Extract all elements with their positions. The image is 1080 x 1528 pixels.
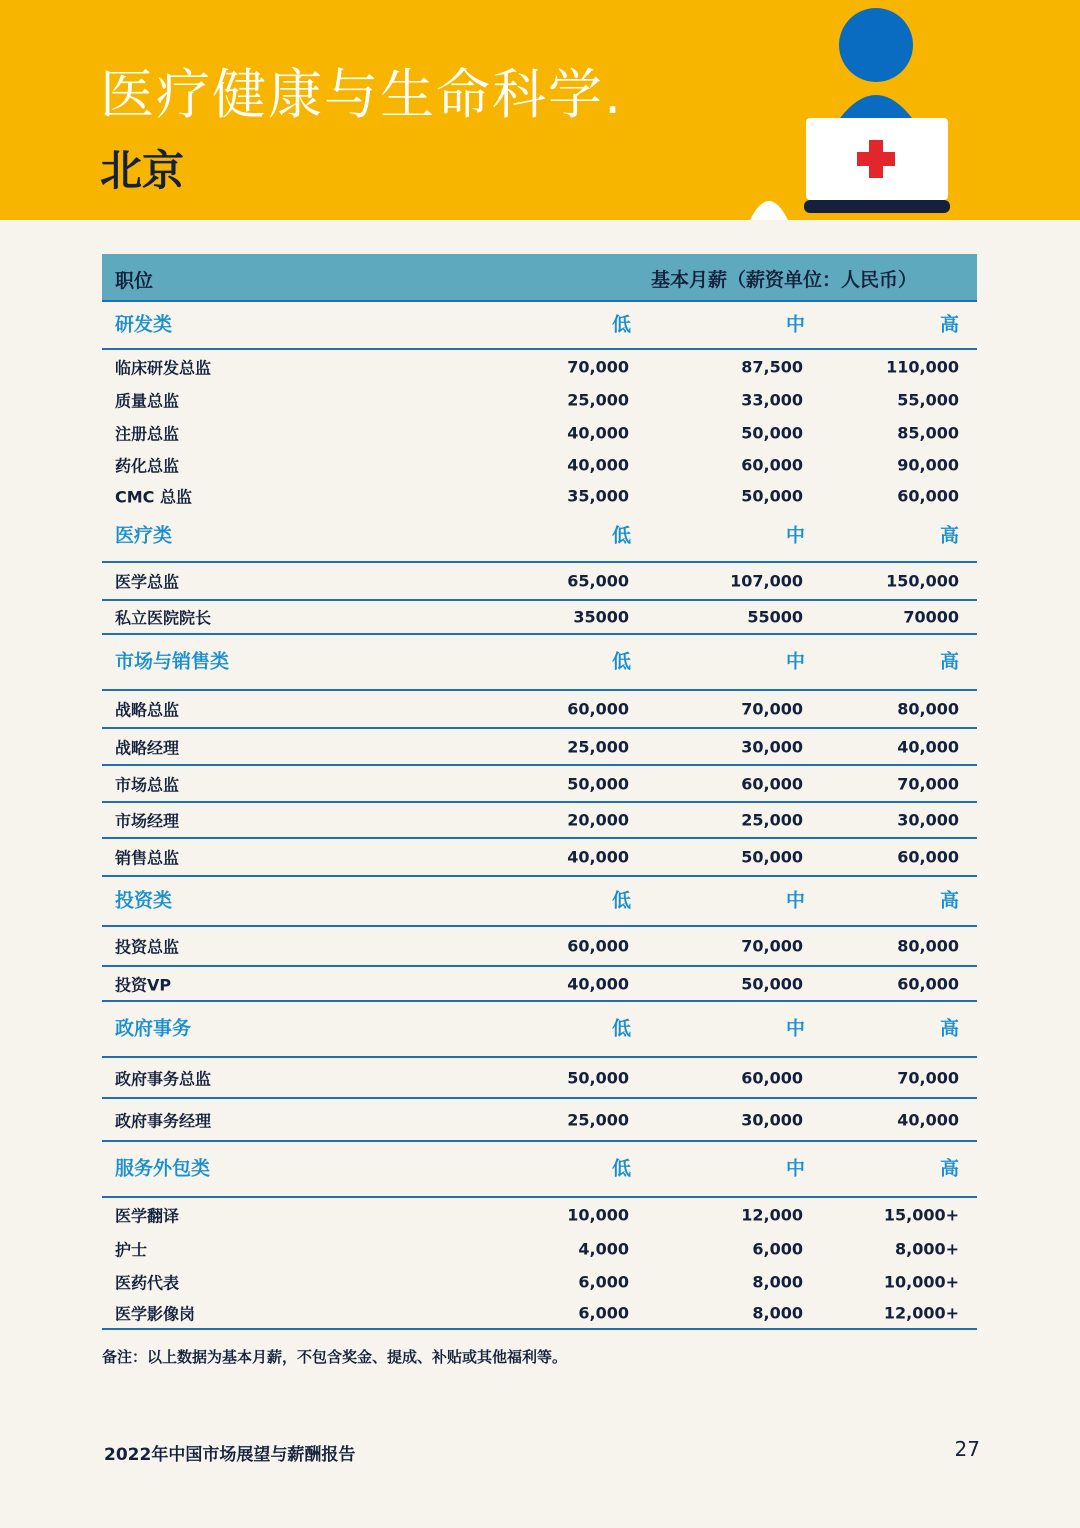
column-low-label: 低 bbox=[611, 650, 631, 673]
column-mid-label: 中 bbox=[785, 650, 805, 673]
salary-high: 10,000+ bbox=[883, 1272, 959, 1291]
table-row bbox=[102, 1058, 977, 1099]
job-title: CMC 总监 bbox=[115, 487, 192, 507]
section-title: 政府事务 bbox=[115, 1017, 192, 1040]
section-title: 研发类 bbox=[115, 313, 173, 336]
column-mid-label: 中 bbox=[785, 313, 805, 336]
section bbox=[102, 635, 977, 877]
salary-mid: 30,000 bbox=[741, 737, 803, 756]
salary-mid: 8,000 bbox=[752, 1272, 803, 1291]
salary-low: 40,000 bbox=[567, 847, 629, 867]
salary-low: 6,000 bbox=[578, 1272, 629, 1291]
job-title: 医药代表 bbox=[115, 1273, 180, 1292]
salary-low: 20,000 bbox=[567, 810, 629, 830]
salary-mid: 60,000 bbox=[741, 1068, 803, 1087]
section bbox=[102, 877, 977, 1002]
column-low-label: 低 bbox=[611, 313, 631, 336]
salary-low: 4,000 bbox=[578, 1239, 629, 1258]
job-title: 临床研发总监 bbox=[115, 358, 212, 378]
salary-low: 40,000 bbox=[567, 974, 629, 993]
table-row bbox=[102, 766, 977, 803]
job-title: 质量总监 bbox=[115, 391, 180, 411]
doctor-figure-icon bbox=[740, 0, 980, 220]
table-row bbox=[102, 729, 977, 766]
salary-high: 80,000 bbox=[897, 936, 959, 956]
header-banner bbox=[0, 0, 1080, 220]
column-mid-label: 中 bbox=[785, 524, 805, 547]
table-row bbox=[102, 350, 977, 384]
page-number: 27 bbox=[954, 1437, 980, 1461]
column-high-label: 高 bbox=[939, 1157, 959, 1180]
table-row bbox=[102, 803, 977, 839]
job-title: 战略经理 bbox=[115, 738, 180, 757]
salary-high: 8,000+ bbox=[894, 1239, 959, 1258]
table-row bbox=[102, 563, 977, 601]
salary-mid: 70,000 bbox=[741, 936, 803, 956]
salary-low: 25,000 bbox=[567, 1110, 629, 1129]
table-row bbox=[102, 927, 977, 967]
salary-mid: 107,000 bbox=[730, 571, 803, 591]
salary-high: 70,000 bbox=[897, 1068, 959, 1087]
column-low-label: 低 bbox=[611, 1017, 631, 1040]
job-title: 私立医院院长 bbox=[115, 608, 212, 628]
table-row bbox=[102, 449, 977, 481]
job-title: 政府事务经理 bbox=[115, 1111, 212, 1130]
column-high-label: 高 bbox=[939, 524, 959, 547]
salary-high: 60,000 bbox=[897, 847, 959, 867]
section bbox=[102, 1142, 977, 1330]
section-title: 医疗类 bbox=[115, 524, 173, 547]
footnote: 备注：以上数据为基本月薪，不包含奖金、提成、补贴或其他福利等。 bbox=[102, 1348, 568, 1366]
salary-low: 40,000 bbox=[567, 423, 629, 442]
column-high-label: 高 bbox=[939, 1017, 959, 1040]
table-row bbox=[102, 601, 977, 635]
salary-mid: 30,000 bbox=[741, 1110, 803, 1129]
salary-low: 35000 bbox=[573, 607, 629, 627]
salary-mid: 8,000 bbox=[752, 1303, 803, 1323]
column-header-salary: 基本月薪（薪资单位：人民币） bbox=[650, 269, 917, 291]
salary-high: 40,000 bbox=[897, 737, 959, 756]
job-title: 医学翻译 bbox=[115, 1206, 180, 1226]
salary-high: 15,000+ bbox=[883, 1205, 959, 1225]
section bbox=[102, 1002, 977, 1142]
salary-high: 90,000 bbox=[897, 455, 959, 475]
job-title: 市场总监 bbox=[115, 775, 180, 794]
table-row bbox=[102, 1298, 977, 1330]
salary-low: 25,000 bbox=[567, 390, 629, 410]
table-row bbox=[102, 1232, 977, 1265]
salary-high: 70,000 bbox=[897, 774, 959, 793]
salary-low: 70,000 bbox=[567, 357, 629, 377]
section-header bbox=[102, 302, 977, 350]
job-title: 投资总监 bbox=[115, 937, 180, 957]
table-row bbox=[102, 1265, 977, 1298]
salary-low: 60,000 bbox=[567, 699, 629, 719]
salary-low: 6,000 bbox=[578, 1303, 629, 1323]
salary-mid: 50,000 bbox=[741, 423, 803, 442]
column-high-label: 高 bbox=[939, 313, 959, 336]
salary-mid: 50,000 bbox=[741, 847, 803, 867]
salary-low: 65,000 bbox=[567, 571, 629, 591]
job-title: 药化总监 bbox=[115, 456, 180, 476]
section-title: 投资类 bbox=[115, 889, 173, 912]
job-title: 护士 bbox=[115, 1240, 148, 1259]
salary-high: 110,000 bbox=[886, 357, 959, 377]
job-title: 战略总监 bbox=[115, 700, 180, 720]
salary-mid: 12,000 bbox=[741, 1205, 803, 1225]
table-row bbox=[102, 1198, 977, 1232]
column-low-label: 低 bbox=[611, 1157, 631, 1180]
section bbox=[102, 511, 977, 635]
column-mid-label: 中 bbox=[785, 1017, 805, 1040]
salary-high: 60,000 bbox=[897, 486, 959, 506]
salary-mid: 25,000 bbox=[741, 810, 803, 830]
salary-mid: 55000 bbox=[747, 607, 803, 627]
section bbox=[102, 302, 977, 511]
salary-high: 12,000+ bbox=[883, 1303, 959, 1323]
salary-mid: 60,000 bbox=[741, 455, 803, 475]
table-row bbox=[102, 384, 977, 416]
column-high-label: 高 bbox=[939, 889, 959, 912]
salary-low: 40,000 bbox=[567, 455, 629, 475]
job-title: 政府事务总监 bbox=[115, 1069, 212, 1088]
salary-mid: 87,500 bbox=[741, 357, 803, 377]
salary-mid: 70,000 bbox=[741, 699, 803, 719]
salary-high: 30,000 bbox=[897, 810, 959, 830]
table-row bbox=[102, 967, 977, 1002]
salary-high: 150,000 bbox=[886, 571, 959, 591]
column-low-label: 低 bbox=[611, 524, 631, 547]
salary-low: 25,000 bbox=[567, 737, 629, 756]
table-row bbox=[102, 416, 977, 449]
section-header bbox=[102, 1002, 977, 1058]
salary-mid: 33,000 bbox=[741, 390, 803, 410]
table-row bbox=[102, 481, 977, 511]
section-title: 市场与销售类 bbox=[115, 650, 230, 673]
table-row bbox=[102, 1099, 977, 1142]
job-title: 医学影像岗 bbox=[115, 1304, 196, 1324]
table-header-row bbox=[102, 254, 977, 302]
job-title: 投资VP bbox=[115, 975, 172, 994]
salary-mid: 50,000 bbox=[741, 974, 803, 993]
salary-high: 70000 bbox=[903, 607, 959, 627]
section-header bbox=[102, 877, 977, 927]
table-row bbox=[102, 691, 977, 729]
column-high-label: 高 bbox=[939, 650, 959, 673]
salary-low: 50,000 bbox=[567, 1068, 629, 1087]
city-subtitle: 北京 bbox=[100, 146, 185, 195]
salary-mid: 60,000 bbox=[741, 774, 803, 793]
salary-low: 60,000 bbox=[567, 936, 629, 956]
report-title: 2022年中国市场展望与薪酬报告 bbox=[104, 1445, 356, 1465]
column-header-position: 职位 bbox=[115, 270, 154, 292]
column-mid-label: 中 bbox=[785, 1157, 805, 1180]
section-header bbox=[102, 511, 977, 563]
salary-mid: 6,000 bbox=[752, 1239, 803, 1258]
salary-low: 50,000 bbox=[567, 774, 629, 793]
salary-table bbox=[102, 254, 977, 1330]
salary-high: 85,000 bbox=[897, 423, 959, 442]
column-mid-label: 中 bbox=[785, 889, 805, 912]
salary-high: 40,000 bbox=[897, 1110, 959, 1129]
section-title: 服务外包类 bbox=[115, 1157, 211, 1180]
job-title: 市场经理 bbox=[115, 811, 180, 831]
section-header bbox=[102, 635, 977, 691]
job-title: 医学总监 bbox=[115, 572, 180, 592]
salary-high: 80,000 bbox=[897, 699, 959, 719]
job-title: 销售总监 bbox=[115, 848, 180, 868]
salary-low: 35,000 bbox=[567, 486, 629, 506]
column-low-label: 低 bbox=[611, 889, 631, 912]
page-title: 医疗健康与生命科学. bbox=[100, 63, 624, 126]
section-header bbox=[102, 1142, 977, 1198]
table-row bbox=[102, 839, 977, 877]
salary-high: 60,000 bbox=[897, 974, 959, 993]
salary-mid: 50,000 bbox=[741, 486, 803, 506]
job-title: 注册总监 bbox=[115, 424, 180, 443]
salary-high: 55,000 bbox=[897, 390, 959, 410]
salary-low: 10,000 bbox=[567, 1205, 629, 1225]
